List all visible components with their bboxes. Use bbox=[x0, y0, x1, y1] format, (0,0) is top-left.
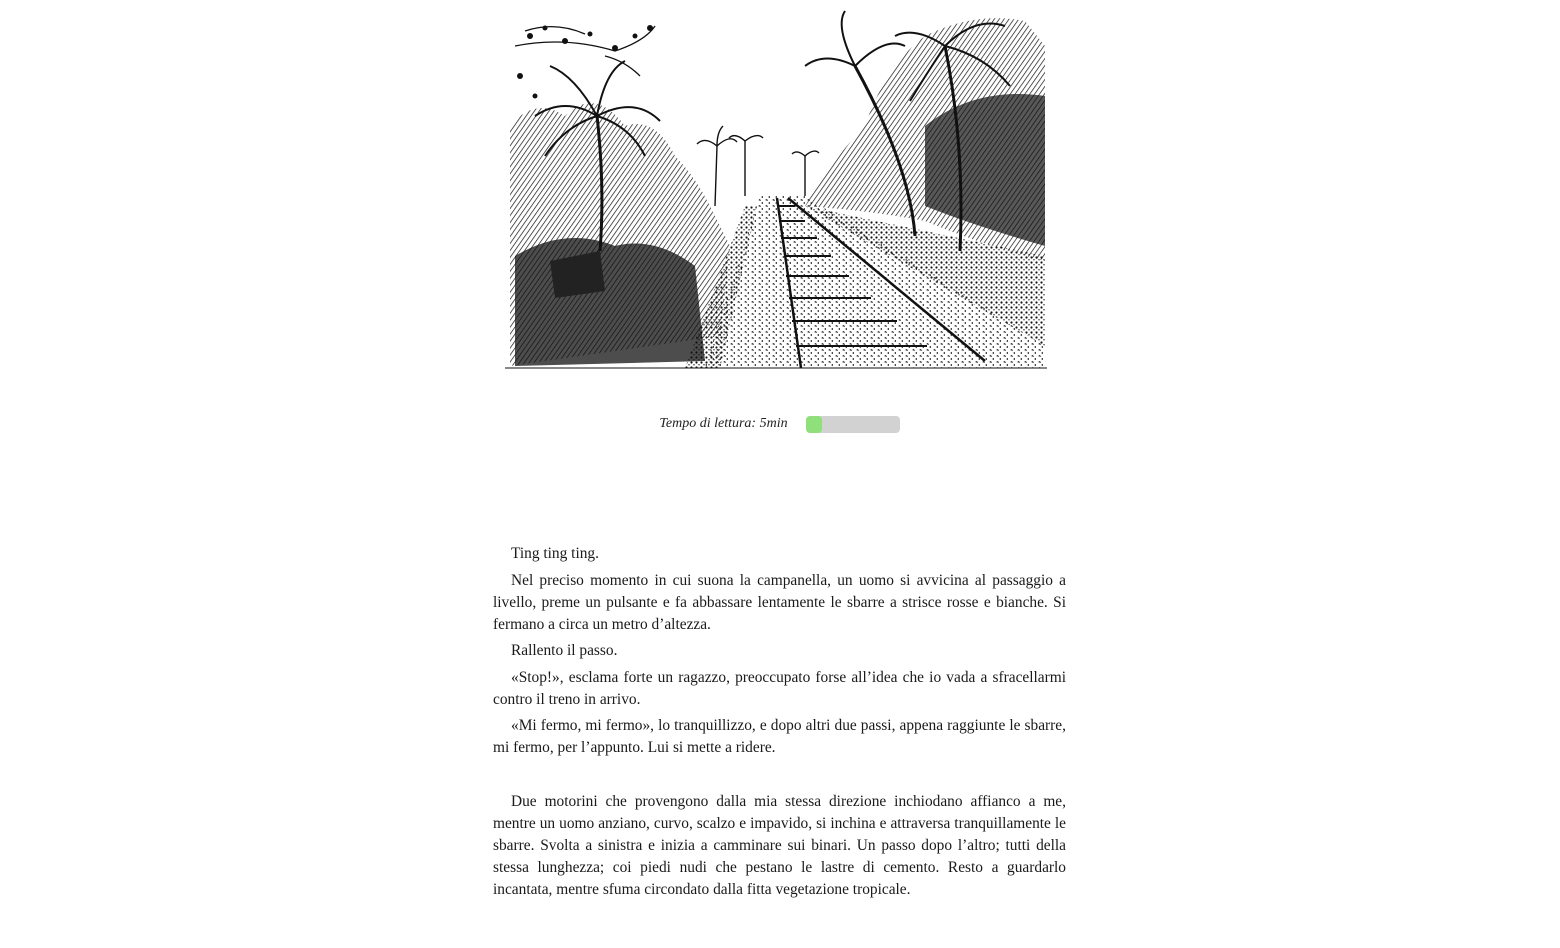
paragraph: Rallento il passo. bbox=[511, 642, 618, 659]
paragraph: Nel preciso momento in cui suona la campanella, un uomo si avvicina al passaggio a livello, preme un pulsante e fa abbassare lentamente le sbarre a strisce rosse e bianche. Si fermano a circa un metro d’altezza. bbox=[493, 571, 1066, 633]
paragraph: «Mi fermo, mi fermo», lo tranquillizzo, e dopo altri due passi, appena raggiunte le sbarre, mi fermo, per l’appunto. Lui si mette a ridere. bbox=[493, 717, 1066, 756]
article-body bbox=[493, 543, 1066, 905]
railway-illustration bbox=[505, 6, 1047, 371]
railway-drawing bbox=[505, 6, 1047, 371]
reading-time bbox=[493, 412, 1066, 436]
reading-time-label: Tempo di lettura: 5min bbox=[659, 416, 788, 431]
reading-progress-fill bbox=[806, 416, 822, 433]
reading-progress-bar bbox=[806, 416, 900, 433]
left-shadow bbox=[515, 238, 705, 366]
distant-palms bbox=[697, 126, 819, 206]
top-branches bbox=[515, 26, 655, 76]
paragraph: Ting ting ting. bbox=[511, 545, 599, 562]
section-break bbox=[493, 764, 1066, 791]
paragraph: Due motorini che provengono dalla mia stessa direzione inchiodano affianco a me, mentre un uomo anziano, curvo, scalzo e impavido, si inchina e attraversa tranquillamente le sbarre. Svolta a sinistra e inizia a camminare sui binari. Un passo dopo l’altro; tutti della stessa lunghezza; coi piedi nudi che pestano le lastre di cemento. Resto a guardarlo incantata, mentre sfuma circondato dalla fitta vegetazione tropicale. bbox=[493, 792, 1066, 898]
paragraph: «Stop!», esclama forte un ragazzo, preoccupato forse all’idea che io vada a sfracellarmi contro il treno in arrivo. bbox=[493, 668, 1066, 708]
leaf-dots bbox=[517, 25, 653, 99]
